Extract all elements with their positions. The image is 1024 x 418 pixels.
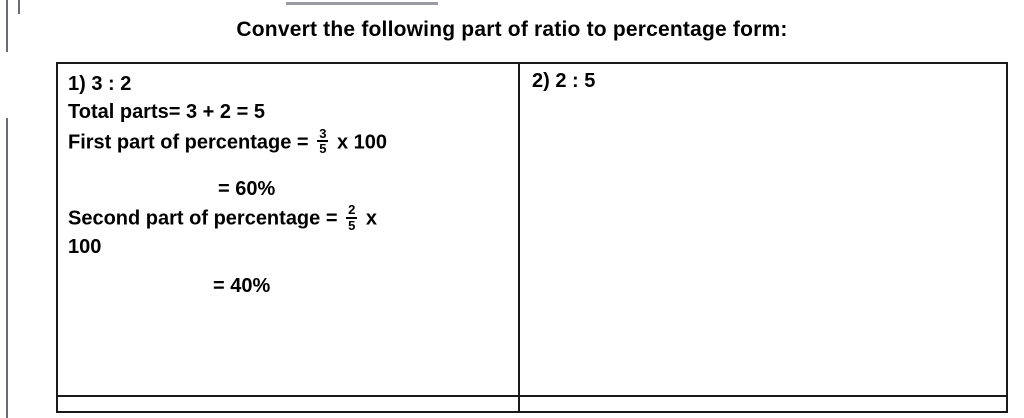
- second-multiplier: x: [365, 207, 377, 230]
- question-1-total-parts: Total parts= 3 + 2 = 5: [68, 101, 265, 124]
- question-1-first-part: [68, 127, 518, 157]
- empty-cell-right: [520, 397, 1006, 411]
- fraction-denominator: 5: [348, 217, 356, 233]
- fraction-two-fifths: [346, 203, 357, 232]
- page-title: Convert the following part of ratio to percentage form:: [236, 18, 788, 41]
- question-2-number: 2): [532, 70, 550, 92]
- fraction-denominator: 5: [319, 141, 327, 157]
- question-2-ratio: 2 : 5: [555, 70, 596, 92]
- page-edge-mark: [18, 0, 20, 14]
- question-1-number: 1): [68, 73, 86, 95]
- question-1-heading: [68, 70, 518, 98]
- question-2-cell: [520, 64, 1006, 397]
- fraction-numerator: 3: [319, 125, 327, 141]
- spacer: [68, 157, 518, 175]
- first-multiplier: x 100: [336, 131, 388, 154]
- empty-cell-left: [58, 397, 520, 411]
- question-1-cell: [58, 64, 520, 397]
- answer-table: [56, 62, 1008, 413]
- question-1-first-result: = 60%: [218, 177, 276, 200]
- fraction-numerator: 2: [348, 202, 356, 218]
- question-1-second-part: [68, 203, 518, 233]
- table-row: [58, 64, 1006, 397]
- page-edge-mark: [6, 118, 8, 418]
- question-1-second-multiplier-cont: 100: [68, 236, 102, 259]
- fraction-three-fifths: [317, 127, 328, 156]
- first-part-label: First part of percentage =: [68, 131, 309, 154]
- top-line-fragment: [286, 2, 438, 5]
- question-1-ratio: 3 : 2: [91, 73, 132, 95]
- spacer: [68, 262, 518, 272]
- second-part-label: Second part of percentage =: [68, 207, 338, 230]
- table-row-empty: [58, 397, 1006, 411]
- question-2-heading: [520, 64, 1006, 93]
- question-1-second-result: = 40%: [213, 274, 271, 297]
- question-1-solution: [58, 64, 518, 300]
